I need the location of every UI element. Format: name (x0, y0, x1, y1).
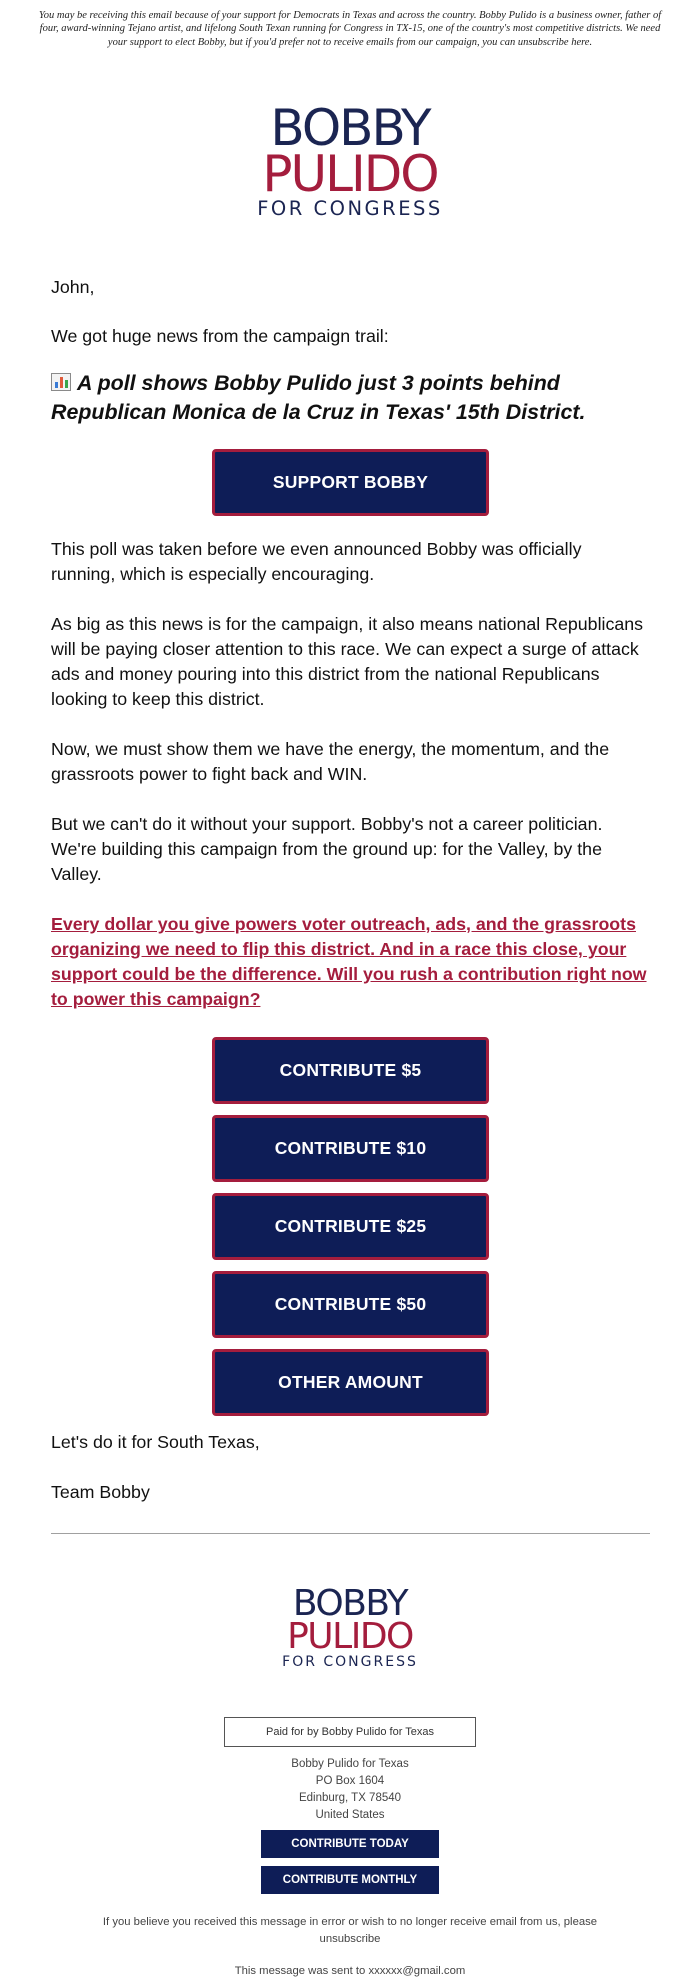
signature: Team Bobby (51, 1482, 150, 1502)
footer-logo-line-for-congress: FOR CONGRESS (282, 1654, 418, 1670)
logo-line-pulido: PULIDO (262, 145, 438, 203)
greeting: John, (51, 277, 95, 297)
footer-logo (0, 1534, 700, 1687)
headline-text: A poll shows Bobby Pulido just 3 points behind Republican Monica de la Cruz in Texas' 15th District. (51, 371, 586, 424)
email-body (0, 232, 700, 1505)
contribute-25-button[interactable]: CONTRIBUTE $25 (212, 1193, 489, 1260)
logo-line-bobby: BOBBY (270, 99, 430, 157)
contribute-5-button[interactable]: CONTRIBUTE $5 (212, 1037, 489, 1104)
headline (51, 369, 650, 427)
support-bobby-button[interactable]: SUPPORT BOBBY (212, 449, 489, 516)
paragraph-grassroots: Now, we must show them we have the energy, the momentum, and the grassroots power to fight back and WIN. (51, 739, 610, 784)
contribute-50-button[interactable]: CONTRIBUTE $50 (212, 1271, 489, 1338)
header-logo (0, 92, 700, 232)
logo-line-for-congress: FOR CONGRESS (257, 197, 443, 220)
paragraph-poll: This poll was taken before we even announced Bobby was officially running, which is especially encouraging. (51, 539, 582, 584)
contribute-monthly-button[interactable]: CONTRIBUTE MONTHLY (261, 1866, 439, 1894)
bar-chart-icon (51, 373, 71, 391)
contribute-10-button[interactable]: CONTRIBUTE $10 (212, 1115, 489, 1182)
other-amount-button[interactable]: OTHER AMOUNT (212, 1349, 489, 1416)
mailing-address (0, 1756, 700, 1824)
sent-to-notice: This message was sent to xxxxxx@gmail.com (234, 1965, 466, 1977)
footer-logo-line-bobby: BOBBY (292, 1583, 408, 1624)
contribute-today-button[interactable]: CONTRIBUTE TODAY (261, 1830, 439, 1858)
footer-logo-line-pulido: PULIDO (287, 1616, 413, 1657)
intro-text: We got huge news from the campaign trail: (51, 326, 389, 346)
paid-for-box: Paid for by Bobby Pulido for Texas (224, 1717, 476, 1747)
address-line: Edinburg, TX 78540 (298, 1792, 402, 1804)
contribute-button-group (51, 1037, 650, 1416)
closing-line: Let's do it for South Texas, (51, 1432, 260, 1452)
address-line: PO Box 1604 (315, 1775, 385, 1787)
address-line: United States (315, 1809, 385, 1821)
paragraph-career: But we can't do it without your support. Bobby's not a career politician. We're building this campaign from the ground up: for the Valley, by the Valley. (51, 814, 603, 884)
paragraph-attack-ads: As big as this news is for the campaign, it also means national Republicans will be paying closer attention to this race. We can expect a surge of attack ads and money pouring into this district from the national Republicans looking to keep this district. (51, 614, 644, 709)
contribution-link[interactable]: Every dollar you give powers voter outreach, ads, and the grassroots organizing we need to flip this district. And in a race this close, your support could be the difference. Will you rush a contribution right now to power this campaign? (51, 914, 647, 1009)
disclaimer-text: You may be receiving this email because of your support for Democrats in Texas and across the country. Bobby Pulido is a business owner, father of four, award-winning Tejano artist, and lifelong South Texan running for Congress in TX-15, one of the country's most competitive districts. We need your support to elect Bobby, but if you'd prefer not to receive emails from our campaign, you can unsubscribe here. (38, 10, 662, 48)
address-line: Bobby Pulido for Texas (291, 1758, 409, 1770)
unsubscribe-notice[interactable]: If you believe you received this message in error or wish to no longer receive email from us, please unsubscribe (102, 1916, 598, 1945)
